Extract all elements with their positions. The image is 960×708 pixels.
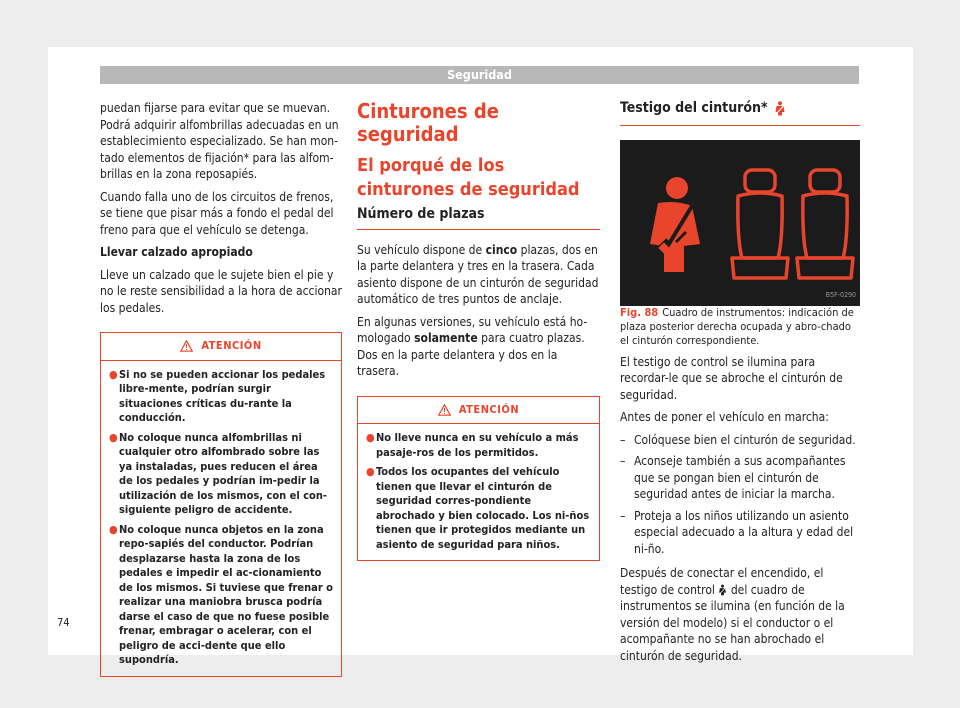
- instrument-display-image: [620, 140, 860, 306]
- warning-label: ATENCIÓN: [458, 402, 520, 416]
- chapter-title: Cinturones de seguridad: [357, 99, 499, 146]
- warning-triangle-icon: [180, 340, 193, 352]
- section-title: El porqué de los cinturones de seguridad: [357, 155, 580, 200]
- paragraph: Después de conectar el encendido, el testigo de control del cuadro de instrumentos se ilumina (en función de la versión del modelo) si el conductor o el acompañante no se han abrochado el cinturón de seguridad.: [620, 566, 845, 663]
- paragraph: Cuando falla uno de los circuitos de frenos, se tiene que pisar más a fondo el pedal del freno para que el vehículo se detenga.: [100, 189, 334, 237]
- bullet-icon: ●: [109, 367, 118, 381]
- warning-item: ● No coloque nunca objetos en la zona repo-sapiés del conductor. Podrían desplazarse hasta la zona de los pedales e impedir el ac-cionamiento de los mismos. Si tuviese que frenar o realizar una maniobra brusca podría darse el caso de que no fuese posible frenar, embragar o acelerar, con el peligro de acci-dente que ello supondría.: [109, 522, 333, 666]
- paragraph: Antes de poner el vehículo en marcha:: [620, 410, 829, 424]
- dash-bullet: –: [620, 508, 626, 523]
- dash-bullet: –: [620, 432, 626, 447]
- column-middle: [357, 100, 600, 561]
- subsection-title: Número de plazas: [357, 206, 600, 230]
- warning-item: ● No lleve nunca en su vehículo a más pasaje-ros de los permitidos.: [366, 431, 579, 459]
- subheading: Llevar calzado apropiado: [100, 245, 253, 259]
- paragraph: Su vehículo dispone de cinco plazas, dos en la parte delantera y tres en la trasera. Cada asiento dispone de un cinturón de seguridad automático de tres puntos de anclaje.: [357, 242, 599, 306]
- paragraph: El testigo de control se ilumina para recordar-le que se abroche el cinturón de seguridad.: [620, 354, 843, 402]
- seatbelt-warning-icon: [718, 584, 727, 596]
- dash-bullet: –: [620, 454, 626, 468]
- bullet-icon: ●: [366, 431, 375, 444]
- warning-body: [358, 424, 599, 560]
- paragraph: Lleve un calzado que le sujete bien el pie y no le reste sensibilidad a la hora de accionar los pedales.: [100, 267, 342, 315]
- warning-item: ● Si no se pueden accionar los pedales libre-mente, podrían surgir situaciones críticas du-rante la conducción.: [109, 367, 326, 424]
- warning-item: ● Todos los ocupantes del vehículo tienen que llevar el cinturón de seguridad corres-pondiente abrochado y bien colocado. Los ni-ños tienen que ir protegidos mediante un asiento de seguridad para niños.: [366, 465, 590, 551]
- figure-code: B5F-0290: [825, 291, 856, 299]
- warning-header: [101, 333, 341, 361]
- bullet-icon: ●: [109, 430, 118, 444]
- warning-box: [357, 396, 600, 562]
- bullet-icon: ●: [366, 465, 375, 478]
- figure-seatbelt-indicator: [620, 140, 860, 306]
- page-number: 74: [57, 616, 70, 629]
- figure-caption: Fig. 88 Cuadro de instrumentos: indicación de plaza posterior derecha ocupada y abro-chado el cinturón correspondiente.: [620, 305, 854, 347]
- seatbelt-warning-icon: [774, 101, 786, 116]
- section-header: Seguridad: [100, 66, 859, 84]
- column-right: [620, 100, 860, 670]
- list-item: – Proteja a los niños utilizando un asiento especial adecuado a la altura y edad del ni-ño.: [620, 508, 854, 556]
- list-item: – Colóquese bien el cinturón de seguridad.: [620, 432, 856, 447]
- warning-body: [101, 361, 341, 676]
- paragraph: puedan fijarse para evitar que se muevan. Podrá adquirir alfombrillas adecuadas en un establecimiento especializado. Se han mon-tado elementos de fijación* para las alfom-brillas en la zona reposapiés.: [100, 101, 339, 181]
- column-left: [100, 100, 342, 677]
- warning-header: [358, 397, 599, 425]
- warning-label: ATENCIÓN: [201, 339, 262, 352]
- bullet-icon: ●: [109, 522, 118, 536]
- paragraph: En algunas versiones, su vehículo está ho-mologado solamente para cuatro plazas. Dos en la parte delantera y dos en la trasera.: [357, 314, 588, 378]
- list-item: – Aconseje también a sus acompañantes que se pongan bien el cinturón de seguridad antes de iniciar la marcha.: [620, 454, 846, 501]
- warning-box: [100, 332, 342, 677]
- warning-item: ● No coloque nunca alfombrillas ni cualquier otro alfombrado sobre las ya instaladas, pues reducen el área de los pedales y podrían im-pedir la utilización de los mismos, con el con-siguiente peligro de accidente.: [109, 430, 328, 516]
- warning-triangle-icon: [438, 404, 451, 416]
- subsection-title: Testigo del cinturón*: [620, 100, 860, 126]
